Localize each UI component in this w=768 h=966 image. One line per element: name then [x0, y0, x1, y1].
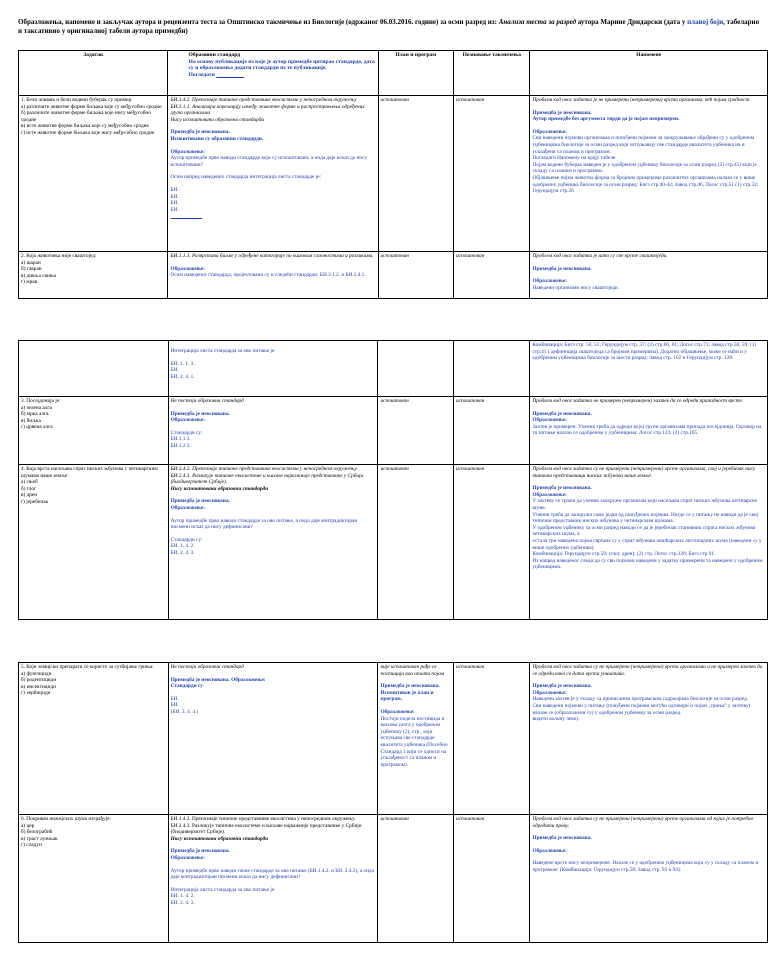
q2-answer-b: б) гавран — [21, 266, 42, 273]
q3-answer-b: б) мрка алга — [21, 411, 49, 418]
q5-answer-b: б) родентициди — [21, 677, 57, 684]
q6-std-b: Нису испоштовани образовни стандарди — [170, 835, 269, 842]
q5-notes-verdict: Примедба је неоснована. — [532, 683, 592, 690]
q1-std-item: БИ. — [170, 206, 179, 213]
q2-plan: испоштован — [378, 252, 453, 299]
q5-notes-see: видети колону лево). — [532, 716, 580, 723]
q5-notes-explain-1: Наведени захтев је у складу са прописаним програмским садржајима биологије за осми разред. — [532, 696, 749, 703]
cont-plan — [378, 341, 453, 397]
q1-answer-d: г) исте животне форме биљака које нису међусобно сродне — [21, 129, 155, 136]
q3-knowledge: испоштован — [453, 397, 529, 465]
q5-std-a: Не постоји образовни стандард — [170, 664, 244, 670]
q4-notes — [530, 465, 768, 620]
cont-std-item: БИ. 2. 4. 1. — [170, 373, 195, 380]
q1-notes-explain: Сви наведени појмови организама и понуђени појмови за заокруживање обрађени су у одобреном уџбеницима биологије за осми разред који испуњавају све стандарде квалитета уџбеника на и усклађени са планом и програмом. — [532, 135, 754, 155]
q1-notes-term: Појам водени буберак наведен је у одобреном уџбенику биологије за осми разред (2) стр.45) који је складу са планом и програмом. — [532, 161, 757, 175]
q5-notes-problem: Проблем код овог задатка су не примерена (непримерена) врста организама и не примерен захтев да се одреди како се дата врста уништава. — [532, 664, 763, 677]
header-standard — [168, 51, 378, 96]
table-header-row — [19, 51, 768, 96]
q3-answer-d: г) црвена алга — [21, 424, 53, 431]
cont-notes: Комбинација: Бигз стр. 50, 51; Герундијум стр. 37; (2) стр.60, 61; Логос стр.71; Завод стр.58, 59; (1) стр.41 ( дефиниција сваштоједа са бројним примерима). Додатно објашњење, може се наћи и у одобреним уџбеницима биологије за шести разред: Завод стр. 102 и Герундијум стр. 128. — [530, 341, 768, 397]
q1-std-explain-label: Образложење: — [170, 148, 205, 155]
q1-answer-a: а) различите животне форме биљака које су међусобно сродне — [21, 103, 162, 110]
q1-notes-problem: Проблем код овог задатка је не примерени (непримерени) врста организма, већ појам сродност — [532, 97, 750, 103]
q4-answer-a: а) сњеб — [21, 479, 38, 486]
q3-notes-explain-label: Образложење: — [532, 417, 567, 424]
q3-std-explain-label: Образложење: — [170, 417, 205, 424]
q5-plan-status: није испоштован рађе се постиција као општи појам — [380, 664, 445, 677]
q5-notes — [530, 663, 768, 815]
q1-task — [19, 96, 168, 252]
q2-standard — [168, 252, 378, 299]
q6-notes-verdict: Примедба је неоснована. — [532, 835, 592, 842]
q1-answer-b: б) различите животне форме биљака које нису међусобно сродне — [21, 110, 151, 123]
q4-notes-conclusion: Из напред наведеног следи да су сви појмови наведени у задатку примерени та наведени у одобреним уџбеницима. — [532, 557, 763, 571]
q6-answer-b: б) белограбић — [21, 829, 53, 836]
review-table-part-1 — [18, 50, 768, 299]
q5-std-list-intro: Стандарди су — [170, 683, 203, 690]
q6-knowledge: испоштован — [454, 815, 530, 943]
q1-std-underline — [170, 213, 375, 220]
q3-standard — [168, 397, 378, 465]
q6-std-list-intro: Интеграција листа стандарда за ово питање је: — [170, 886, 276, 893]
cont-std-item: БИ. — [170, 367, 179, 374]
q1-std-list-intro: Осим напред наведених стандарда интеграција листа стандарде је: — [170, 174, 322, 181]
q4-notes-explain-label: Образложење: — [532, 491, 567, 498]
q5-answer-c: в) инсектициди — [21, 683, 56, 690]
table-row-q5 — [19, 663, 768, 815]
q1-std-b: БИ.3.1.1. Анализира корелацију између животне форме и распрострањења одређених група организама — [170, 103, 365, 117]
intro-blue-note: плавој боји — [687, 18, 724, 26]
q6-plan: испоштован — [378, 815, 454, 943]
q1-notes — [530, 96, 768, 252]
q3-std-verdict: Примедба је неоснована. — [170, 410, 230, 417]
q6-notes-problem: Проблем код овог задатка су не примерени (непримерени) врсте организама од којих је потребно одредити праву. — [532, 816, 754, 829]
q4-std-explain: Аутор примедбе прво наводи стандарде за ово питање, а онда даје контрадикторан писмени исказ да нису дефинисани? — [170, 517, 358, 531]
q1-notes-explain-label: Образложење: — [532, 128, 567, 135]
q4-standard — [168, 465, 378, 620]
table-row-q4 — [19, 465, 768, 620]
q5-notes-explain-2: Сви наведени појмови у питању (понуђени појмови могући одговори и појам „гриња" у захтеву) налазе се (образложени су) у одобреном уџбенику за осми разред. — [532, 702, 751, 716]
q5-plan-explain-label: Образложење: — [380, 708, 415, 715]
q5-plan-verdict: Примедба је неоснована. Испоштован је план и програм. — [380, 683, 440, 703]
q2-notes — [530, 252, 768, 299]
q1-notes-see: Погледати Напомену на крају табеле. — [532, 155, 617, 162]
q3-std-item: БИ.1.1.3. — [170, 436, 191, 443]
q2-notes-verdict: Примедба је неоснована. — [532, 265, 592, 272]
q1-notes-verdict: Примедба је неоснована. — [532, 109, 592, 116]
q2-task — [19, 252, 168, 299]
q1-std-explain: Аутор примедбе прво наводи стандарде који су испоштовани, а онда даје исказ да нису испоштовани? — [170, 155, 368, 168]
header-notes: Напомене — [530, 51, 768, 96]
q1-knowledge: испоштован — [454, 96, 530, 252]
q4-answer-d: г) јеребичак — [21, 498, 49, 505]
cont-std-item: БИ. 1. 1. 3. — [170, 360, 195, 367]
q5-standard — [168, 663, 378, 815]
q2-answer-a: а) шаран — [21, 259, 41, 266]
q5-task — [19, 663, 169, 815]
header-standard-title: Образовни стандард — [188, 52, 241, 58]
q4-notes-explain-1: У захтеву се тражи да ученик заокружи организам који насељава спрат ниских жбунова четинарске шуме. — [532, 498, 757, 511]
q3-std-list-intro: Стандарди су: — [170, 429, 203, 436]
header-standard-sub: На основу публикације из које је аутор примедбе цитирао стандарде, дата су и образложења додати стандарди из те публикације. — [188, 58, 375, 72]
cont-knowledge — [453, 341, 529, 397]
q2-std-explain-label: Образложење: — [170, 265, 205, 272]
q5-std-item: БИ. — [170, 695, 179, 702]
q5-std-verdict: Примедба је неоснована. Образложење: — [170, 676, 266, 683]
q4-knowledge: испоштован — [453, 465, 529, 620]
q1-std-item: БИ. — [170, 186, 179, 193]
q2-notes-explain-label: Образложење: — [532, 278, 567, 285]
q6-answer-d: г) сладун — [21, 842, 42, 849]
header-task: Задатак — [19, 51, 168, 96]
q6-notes — [530, 815, 768, 943]
review-table-part-3 — [18, 662, 768, 943]
q4-std-list-intro: Стандарди су: — [170, 536, 203, 543]
q1-notes-verdict-2: Аутор примедбе без аргумента тврди да је појам непримерен. — [532, 116, 680, 123]
q6-task — [19, 815, 169, 943]
table-row-q1 — [19, 96, 768, 252]
document-intro — [18, 18, 760, 37]
table-row-q6 — [19, 815, 768, 943]
q3-answer-a: а) зелена алга — [21, 404, 52, 411]
q2-notes-problem: Проблем код овог задатка је што су све врсте сваштоједи. — [532, 253, 668, 259]
q6-notes-explain: Наведене врсте нису непримерене. Налазе се у одобреним уџбеницима који су у складу са планом и програмом: (Комбинација: Герундијум стр.58; Завод стр. 93 и 94). — [532, 860, 759, 873]
q4-plan: испоштован — [378, 465, 453, 620]
q4-notes-explain-2: Ученик треба да заокружи само један од понуђених појмова. Нигде се у питању не наводи да је свој типични представник ниских жбунова у четинарским шумама. — [532, 511, 759, 525]
q2-std-explain: Осим наведеног стандарда, пројектовани су и следећи стандарди: БИ.2.1.2. и БИ.2.4.1. — [170, 272, 366, 279]
q4-std-b: Нису испоштовани образовни стандарди — [170, 485, 269, 492]
q3-notes-problem: Проблем код овог задатка не примерен (непримерен) захтев да се одреди припадност врсте. — [532, 398, 744, 404]
q1-std-item: БИ. — [170, 200, 179, 207]
table-row-q2 — [19, 252, 768, 299]
q2-question: 2. Која животиња није сваштојед: — [21, 253, 97, 259]
q2-knowledge: испоштован — [454, 252, 530, 299]
q4-notes-problem: Проблем код овог задатка су не примерени (непримерени) врсте организама, свој и јеребичак нису типични представници ниских жбунова наше земље. — [532, 466, 756, 479]
intro-test-title: Анализа теста за разред — [498, 18, 576, 26]
cont-standard — [168, 341, 378, 397]
intro-text-5: , табеларно и таксативно у оригиналној табели аутора примедби) — [18, 18, 760, 36]
q5-std-item: БИ. — [170, 702, 179, 709]
q5-std-item: (БИ. 3. 4. 4.) — [170, 708, 199, 715]
q1-std-a: БИ.3.4.2. Препознаје типичне представнике екосистема у непосредном окружењу — [170, 97, 357, 103]
q3-notes-explain: Захтев је примерен. Ученик треба да одреди којој групи организама припада посејдонија. Одговор на то питање налази се одобреном у уџбеницима: Логос стр.123; (2) стр.105. — [532, 423, 762, 437]
header-knowledge: Познавање такмичења — [454, 51, 530, 96]
q1-notes-refs: Објашњење појма животна форма са бројним примерима различитих организама налази се у више одобрених уџбеника биологије за осми разред: Бигз стр.40-42; Завод стр.46, Логос стр.51 (1) стр.32; Герундијум стр.26 — [532, 174, 759, 195]
q4-notes-explain-4: остала три наведена појма свртана су у спрат жбунова лишћарских листопадних шума (наведени су у више одобрених уџбеника). — [532, 537, 762, 551]
q3-std-item: БИ.1.2.3. — [170, 442, 191, 449]
q3-std-a: Не постоји образовни стандард — [170, 398, 244, 404]
cont-std-intro: Интеграција листа стандарда за ово питање је: — [170, 348, 276, 354]
q1-std-c: Нису испоштовани образовни стандарди — [170, 116, 265, 123]
q6-std-item: БИ. 2. 4. 3. — [170, 899, 195, 906]
q3-question: 3. Посејдонија је: — [21, 398, 61, 404]
table-row-q2-continued — [19, 341, 768, 397]
review-table-part-2 — [18, 340, 768, 620]
q5-notes-explain-label: Образложење: — [532, 689, 567, 696]
q4-std-item: БИ. 2. 4. 3. — [170, 549, 195, 556]
q4-std-item: БИ. 1. 4. 2. — [170, 543, 195, 550]
intro-text-3: аутора Марине Дрндарски (дата у — [576, 18, 688, 26]
q6-std-item: БИ. 1. 4. 2. — [170, 893, 195, 900]
header-standard-cite — [188, 72, 375, 79]
q6-answer-c: в) траст лужњак — [21, 835, 58, 842]
q4-task — [19, 465, 169, 620]
q4-std-verdict: Примедба је неоснована. — [170, 498, 230, 505]
q5-plan-explain: Постоји подела пестицида и њихова улога у одобреном уџбенику (2), стр , који испуњава све стандарде квалитета уџбеника (Посебно Стандард 1 који се односи на усклађеност са планом и програмом). — [380, 715, 448, 768]
cont-task — [19, 341, 169, 397]
q4-std-explain-label: Образложење: — [170, 504, 205, 511]
q1-std-verdict-2: Испоштовани су образовни стандарди. — [170, 135, 264, 142]
q1-standard — [168, 96, 378, 252]
q1-std-item: БИ. — [170, 193, 179, 200]
q4-answer-b: б) глог — [21, 485, 37, 492]
q5-plan — [378, 663, 454, 815]
q1-std-verdict: Примедба је неоснована. — [170, 129, 230, 136]
q3-plan: испоштован — [378, 397, 453, 465]
q4-answer-c: в) дрен — [21, 492, 38, 499]
header-cite-text: Погледати — [188, 71, 217, 78]
q5-answer-d: г) хербициди — [21, 690, 51, 697]
q1-question: 1. Бели локвањ и бели водени буберак су пример: — [21, 97, 133, 103]
header-plan: План и програм — [378, 51, 453, 96]
q6-answer-a: а) цер — [21, 822, 35, 829]
q1-answer-c: в) исте животне форме биљака које су међусобно сродне — [21, 123, 149, 130]
intro-text-1: Образложења, напомене и закључак аутора и рецензента теста за Општинско такмичење из Биологије (одржаног 06.03.2016. године) за осми разред из: — [18, 18, 499, 26]
q6-std-a: БИ.1.4.2. Препознаје типичне представнике екосистема у непосредном окружењу. БИ.2.4.3. Разликује типичне екосистеме и њихове најважније представнике у Србији (биодиверзитет Србије). — [170, 816, 362, 836]
q3-task — [19, 397, 169, 465]
q6-question: 6. Покривач нижијских шума изграђује: — [21, 816, 112, 822]
q6-std-explain-label: Образложење: — [170, 854, 205, 861]
q2-notes-explain: Наведени организми нису сваштоједи. — [532, 284, 620, 291]
q4-notes-verdict: Примедба је неоснована. — [532, 485, 592, 492]
q3-answer-c: в) биљка — [21, 417, 41, 424]
q4-std-a: БИ.3.4.2. Препознаје типичне представнике екосистема у непосредном окружењу. БИ.2.4.3. Разликује типичне екосистеме и њихове најважније представнике у Србији (биодиверзитет Србије). — [170, 466, 364, 486]
q2-answer-d: г) мрав — [21, 279, 38, 286]
q4-question: 4. Која врста насељава спрат ниских жбунова у четинарским шумама наше земље: — [21, 466, 158, 479]
q1-plan: испоштован — [378, 96, 453, 252]
q6-std-explain: Аутор примедбе прво наводи тачне стандарде за ово питање (БИ.1.4.2. и БИ. 2.4.3), а онда даје контрадикторан писмени исказ да нису дефинисани? — [170, 867, 374, 881]
q5-knowledge: испоштован — [454, 663, 530, 815]
q4-notes-refs: Комбинација: Герундијум стр.59; (глог, дрен); (2) стр. Логос стр.126; Бигз стр.91. — [532, 551, 716, 558]
q2-std-a: БИ.1.1.3. Разврстава биљке у одређене категорије по њиховим сличностима и разликама. — [170, 253, 374, 259]
table-row-q3 — [19, 397, 768, 465]
q5-answer-a: а) фунгициди — [21, 670, 52, 677]
q3-notes-verdict: Примедба је неоснована. — [532, 410, 592, 417]
q2-answer-c: в) дивља свиња — [21, 272, 57, 279]
q6-standard — [168, 815, 378, 943]
q4-notes-explain-3: У одобреном уџбенику за осми разред наводи се да је јеребичак становник спрата ниских жбунова четинарских шума, а — [532, 524, 756, 538]
q3-notes — [530, 397, 768, 465]
q6-std-verdict: Примедба је неоснована. — [170, 848, 230, 855]
q5-question: 5. Који хемијски препарати се користе за сузбијање гриња: — [21, 664, 154, 670]
q6-notes-explain-label: Образложење: — [532, 847, 567, 854]
